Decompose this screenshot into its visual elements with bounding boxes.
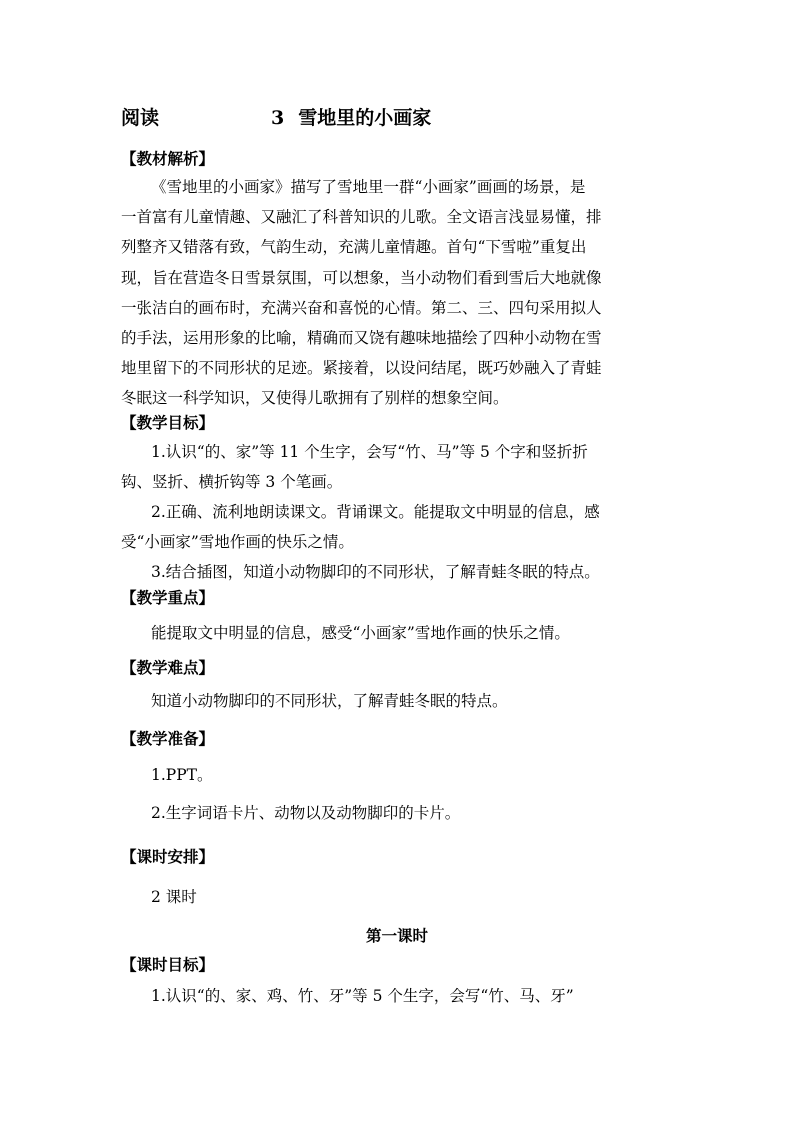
lesson-title	[121, 103, 431, 130]
analysis-line: 现，旨在营造冬日雪景氛围，可以想象，当小动物们看到雪后大地就像	[121, 269, 602, 287]
analysis-line: 《雪地里的小画家》描写了雪地里一群“小画家”画画的场景，是	[151, 178, 586, 196]
focus-line: 能提取文中明显的信息，感受“小画家”雪地作画的快乐之情。	[151, 624, 570, 642]
title-name: 雪地里的小画家	[298, 107, 432, 129]
title-number: 3	[271, 107, 285, 129]
lesson1-title: 第一课时	[365, 927, 428, 945]
analysis-line: 一张洁白的画布时，充满兴奋和喜悦的心情。第二、三、四句采用拟人	[121, 299, 602, 317]
analysis-line: 列整齐又错落有致，气韵生动，充满儿童情趣。首句“下雪啦”重复出	[121, 238, 587, 256]
goals-line: 3.结合插图，知道小动物脚印的不同形状，了解青蛙冬眠的特点。	[151, 563, 600, 581]
analysis-line: 一首富有儿童情趣、又融汇了科普知识的儿歌。全文语言浅显易懂，排	[121, 208, 602, 226]
analysis-heading: 【教材解析】	[121, 150, 215, 168]
goals-line: 2.正确、流利地朗读课文。背诵课文。能提取文中明显的信息，感	[151, 503, 600, 521]
lesson1-line: 1.认识“的、家、鸡、竹、牙”等 5 个生字，会写“竹、马、牙”	[151, 987, 574, 1005]
goals-heading: 【教学目标】	[121, 414, 215, 432]
preparation-line: 2.生字词语卡片、动物以及动物脚印的卡片。	[151, 804, 461, 822]
lesson1-heading: 【课时目标】	[121, 956, 215, 974]
difficulty-heading: 【教学难点】	[121, 659, 215, 677]
analysis-line: 冬眠这一科学知识，又使得儿歌拥有了别样的想象空间。	[121, 389, 509, 407]
analysis-line: 地里留下的不同形状的足迹。紧接着，以设问结尾，既巧妙融入了青蛙	[121, 359, 602, 377]
goals-line: 钩、竖折、横折钩等 3 个笔画。	[121, 473, 343, 491]
schedule-line: 2 课时	[151, 888, 197, 906]
title-prefix: 阅读	[121, 107, 160, 129]
goals-line: 1.认识“的、家”等 11 个生字，会写“竹、马”等 5 个字和竖折折	[151, 443, 588, 461]
focus-heading: 【教学重点】	[121, 589, 215, 607]
difficulty-line: 知道小动物脚印的不同形状，了解青蛙冬眠的特点。	[151, 692, 508, 710]
preparation-line: 1.PPT。	[151, 766, 213, 784]
preparation-heading: 【教学准备】	[121, 730, 215, 748]
goals-line: 受“小画家”雪地作画的快乐之情。	[121, 533, 354, 551]
schedule-heading: 【课时安排】	[121, 848, 215, 866]
analysis-line: 的手法，运用形象的比喻，精确而又饶有趣味地描绘了四种小动物在雪	[121, 329, 602, 347]
